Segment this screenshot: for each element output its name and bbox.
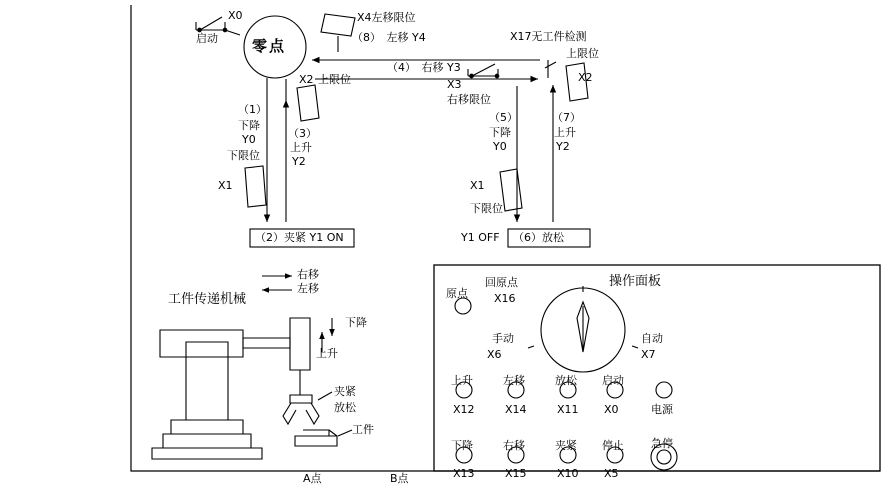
panel-btn-label-start: 启动 [602,374,624,387]
x2-left-code: X2 [299,73,314,86]
panel-button-stop[interactable] [606,447,624,465]
panel-btn-code-right: X15 [505,467,527,480]
start-label: 启动 [196,32,218,45]
panel-btn-label-right: 右移 [503,439,525,452]
clamp-label: 夹紧 [334,385,356,398]
left-move-limit-label: X4左移限位 [357,11,416,24]
panel-btn-label-down: 下降 [451,439,473,452]
step3-index: （3） [288,127,317,140]
step5-output: Y0 [493,140,507,153]
step5-name: 下降 [489,126,511,139]
x1-left-code: X1 [218,179,233,192]
workpiece-label: 工件 [352,423,374,436]
origin-lamp [455,298,472,315]
move-right-label: 右移 [297,268,319,281]
mode-selector-switch[interactable] [541,288,625,372]
down-label: 下降 [345,316,367,329]
power-lamp-label: 电源 [651,403,673,416]
step1-name: 下降 [238,119,260,132]
x3-code: X3 [447,78,462,91]
release-label: 放松 [334,401,356,414]
panel-button-up[interactable] [455,382,473,400]
panel-btn-code-release: X11 [557,403,579,416]
auto-code: X7 [641,348,656,361]
zero-node-label: 零点 [252,37,287,55]
panel-btn-label-left: 左移 [503,374,525,387]
panel-btn-code-up: X12 [453,403,475,416]
step2-clamp-label: （2）夹紧 Y1 ON [255,231,344,244]
step7-name: 上升 [554,126,576,139]
estop-label: 急停 [651,437,673,450]
move-left-label: 左移 [297,282,319,295]
panel-button-right[interactable] [507,447,525,465]
panel-btn-code-stop: X5 [604,467,619,480]
step1-index: （1） [238,103,267,116]
step7-index: （7） [552,111,581,124]
machine-title: 工件传递机械 [168,292,247,307]
step4-right-move: （4） 右移 Y3 [387,61,461,74]
start-input-code: X0 [228,9,243,22]
x1-right-code: X1 [470,179,485,192]
manual-code: X6 [487,348,502,361]
step7-output: Y2 [556,140,570,153]
step6-release-label: （6）放松 [513,231,564,244]
right-move-limit-label: 右移限位 [447,93,491,106]
y1-off-label: Y1 OFF [461,231,500,244]
auto-label: 自动 [641,332,663,345]
lower-limit-right-label: 下限位 [470,202,503,215]
upper-limit-right-label: 上限位 [566,47,599,60]
return-origin-code: X16 [494,292,516,305]
panel-btn-code-left: X14 [505,403,527,416]
lower-limit-left-label: 下限位 [227,149,260,162]
panel-btn-code-start: X0 [604,403,619,416]
panel-btn-label-up: 上升 [451,374,473,387]
panel-title: 操作面板 [609,274,662,289]
step8-left-move: （8） 左移 Y4 [352,31,426,44]
panel-btn-label-clamp: 夹紧 [555,439,577,452]
panel-button-down[interactable] [455,447,473,465]
panel-btn-label-stop: 停止 [602,439,624,452]
panel-btn-code-down: X13 [453,467,475,480]
origin-lamp-label: 原点 [446,287,468,300]
point-a-label: A点 [303,472,322,485]
panel-button-clamp[interactable] [559,447,577,465]
no-workpiece-detect: X17无工件检测 [510,30,587,43]
point-b-label: B点 [390,472,409,485]
step1-output: Y0 [242,133,256,146]
x2-right-code: X2 [578,71,593,84]
emergency-stop-button[interactable] [650,443,678,471]
step5-index: （5） [489,111,518,124]
return-origin-label: 回原点 [485,276,518,289]
step3-name: 上升 [290,141,312,154]
panel-button-left[interactable] [507,382,525,400]
panel-btn-label-release: 放松 [555,374,577,387]
manual-label: 手动 [492,332,514,345]
up-label: 上升 [316,347,338,360]
panel-button-release[interactable] [559,382,577,400]
upper-limit-left-label: 上限位 [318,73,351,86]
step3-output: Y2 [292,155,306,168]
power-lamp [655,382,673,400]
panel-btn-code-clamp: X10 [557,467,579,480]
panel-button-start[interactable] [606,382,624,400]
